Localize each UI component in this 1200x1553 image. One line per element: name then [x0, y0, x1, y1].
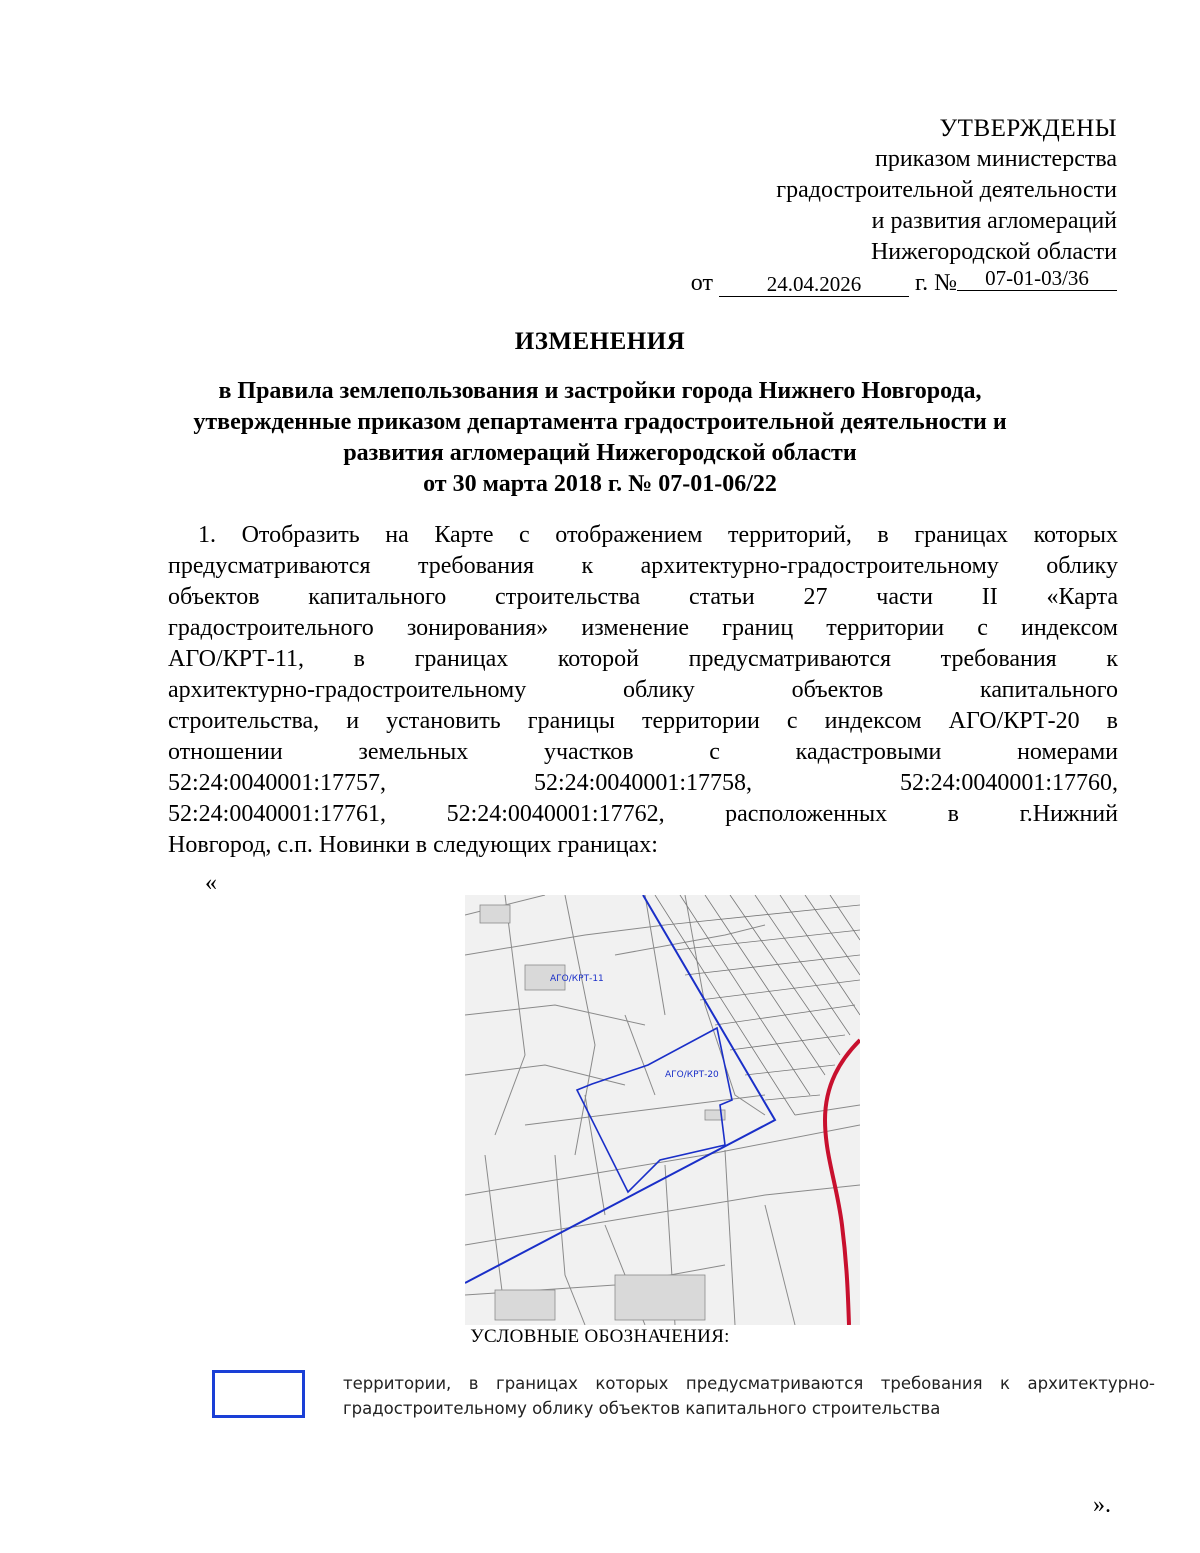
- subtitle-line: развития агломераций Нижегородской области: [343, 440, 857, 466]
- quote-open: «: [205, 870, 217, 896]
- approval-line: приказом министерства: [874, 146, 1117, 172]
- paragraph-line: 52:24:0040001:17757, 52:24:0040001:17758, 52:24:0040001:17760,: [168, 770, 1118, 796]
- paragraph-line: градостроительного зонирования» изменение границ территории с индексом: [168, 615, 1118, 641]
- legend-line: градостроительному облику объектов капитального строительства: [343, 1399, 941, 1418]
- approval-stamp: УТВЕРЖДЕНЫ: [939, 115, 1117, 142]
- paragraph-line: отношении земельных участков с кадастровыми номерами: [168, 739, 1118, 765]
- paragraph-line: 52:24:0040001:17761, 52:24:0040001:17762, расположенных в г.Нижний: [168, 801, 1118, 827]
- map-buildings: [480, 905, 725, 1320]
- paragraph-line: АГО/КРТ-11, в границах которой предусматриваются требования к: [168, 646, 1118, 672]
- map-residential-grid: [655, 895, 860, 1115]
- paragraph-line: предусматриваются требования к архитектурно-градостроительному облику: [168, 553, 1118, 579]
- approval-line: градостроительной деятельности: [776, 177, 1117, 203]
- legend-boundary-swatch: [212, 1370, 305, 1418]
- document-title: ИЗМЕНЕНИЯ: [514, 328, 686, 355]
- legend-title: УСЛОВНЫЕ ОБОЗНАЧЕНИЯ:: [470, 1326, 730, 1347]
- label-kpt11: АГО/КРТ-11: [550, 974, 604, 984]
- document-subtitle: [150, 376, 1050, 500]
- paragraph-line: объектов капитального строительства статьи 27 части II «Карта: [168, 584, 1118, 610]
- legend-text: [343, 1371, 1155, 1421]
- quote-close: ».: [1093, 1492, 1111, 1518]
- approval-line: и развития агломераций: [871, 208, 1117, 234]
- subtitle-line: в Правила землепользования и застройки города Нижнего Новгорода,: [218, 378, 982, 404]
- approval-number: 07-01-03/36: [957, 266, 1117, 291]
- year-label: г.: [914, 270, 929, 296]
- body-paragraph: [168, 520, 1118, 861]
- subtitle-line: от 30 марта 2018 г. № 07-01-06/22: [423, 471, 777, 497]
- approval-block: [776, 113, 1117, 268]
- approval-date-line: [690, 266, 1117, 302]
- zoning-map-svg: [465, 895, 860, 1325]
- number-label: №: [934, 270, 957, 296]
- zoning-map: [465, 895, 860, 1325]
- legend-line: территории, в границах которых предусматриваются требования к архитектурно-: [343, 1374, 1155, 1393]
- river-edge: [825, 1040, 860, 1325]
- subtitle-line: утвержденные приказом департамента градостроительной деятельности и: [193, 409, 1007, 435]
- label-kpt20: АГО/КРТ-20: [665, 1070, 719, 1080]
- kpt11-boundary: [465, 895, 775, 1283]
- paragraph-line: 1. Отобразить на Карте с отображением территорий, в границах которых: [198, 522, 1118, 548]
- paragraph-line: Новгород, с.п. Новинки в следующих границах:: [168, 832, 658, 858]
- paragraph-line: строительства, и установить границы территории с индексом АГО/КРТ-20 в: [168, 708, 1118, 734]
- approval-date: 24.04.2026: [719, 272, 909, 297]
- map-parcel-lines: [465, 895, 860, 1325]
- from-label: от: [690, 270, 713, 296]
- paragraph-line: архитектурно-градостроительному облику объектов капитального: [168, 677, 1118, 703]
- approval-line: Нижегородской области: [870, 239, 1117, 265]
